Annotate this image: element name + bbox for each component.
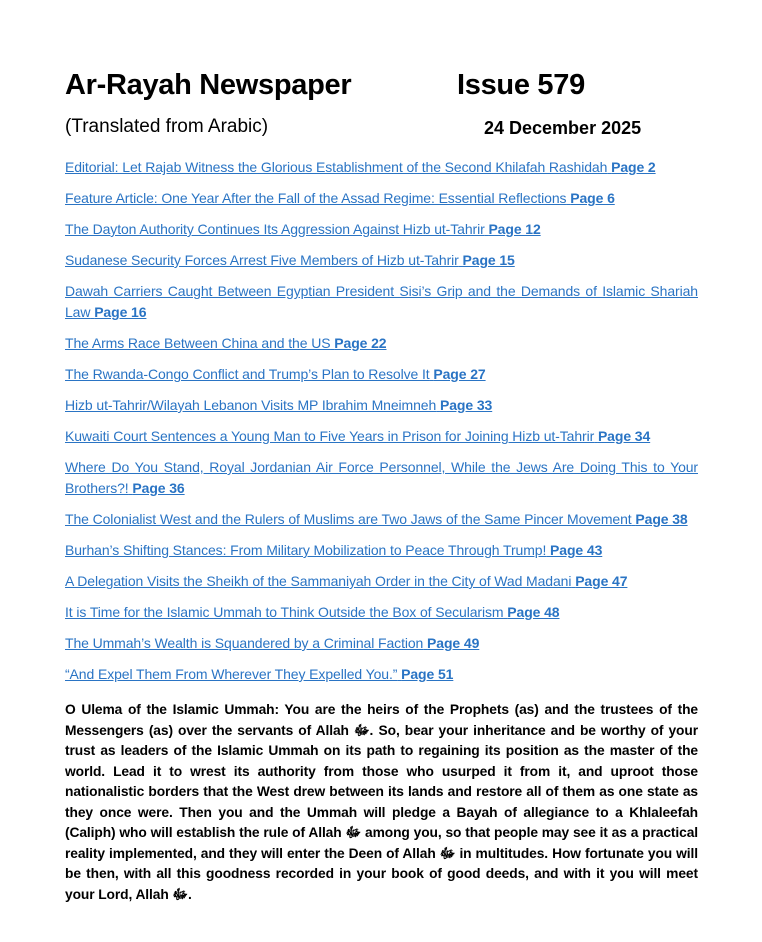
- toc-page-ref: Page 51: [401, 666, 454, 682]
- toc-page-ref: Page 34: [597, 428, 651, 444]
- toc-link[interactable]: [65, 511, 688, 527]
- translation-note: (Translated from Arabic): [65, 116, 269, 137]
- toc-entry: [65, 157, 698, 178]
- header: [65, 66, 698, 104]
- toc-page-ref: Page 6: [570, 190, 615, 206]
- toc-link[interactable]: [65, 542, 602, 558]
- toc-entry-title: Hizb ut-Tahrir/Wilayah Lebanon Visits MP Ibrahim Mneimneh: [65, 397, 437, 413]
- toc-link[interactable]: [65, 190, 615, 206]
- toc-page-ref: Page 15: [462, 252, 515, 268]
- toc-link[interactable]: [65, 366, 486, 382]
- toc-entry: [65, 602, 698, 623]
- toc-page-ref: Page 48: [507, 604, 560, 620]
- toc-entry: [65, 571, 698, 592]
- toc-link[interactable]: [65, 159, 656, 175]
- toc-link[interactable]: [65, 252, 515, 268]
- toc-link[interactable]: [65, 604, 560, 620]
- toc-page-ref: Page 27: [433, 366, 486, 382]
- toc-entry-title: It is Time for the Islamic Ummah to Think Outside the Box of Secularism: [65, 604, 504, 620]
- toc-entry-title: Feature Article: One Year After the Fall of the Assad Regime: Essential Reflections: [65, 190, 567, 206]
- toc-entry: [65, 188, 698, 209]
- toc-entry-title: The Rwanda-Congo Conflict and Trump’s Plan to Resolve It: [65, 366, 430, 382]
- toc-entry: [65, 664, 698, 685]
- toc-entry: [65, 281, 698, 323]
- toc-link[interactable]: [65, 635, 479, 651]
- toc-link[interactable]: [65, 221, 541, 237]
- toc-link[interactable]: [65, 428, 650, 444]
- toc-page-ref: Page 38: [635, 511, 688, 527]
- document-content: [65, 66, 698, 905]
- toc-page-ref: Page 36: [132, 480, 185, 496]
- toc-entry: [65, 633, 698, 654]
- toc-entry-title: Burhan’s Shifting Stances: From Military Mobilization to Peace Through Trump!: [65, 542, 547, 558]
- toc-link[interactable]: [65, 283, 698, 320]
- toc-page-ref: Page 33: [439, 397, 493, 413]
- table-of-contents: [65, 157, 698, 685]
- toc-link[interactable]: [65, 666, 453, 682]
- toc-entry: [65, 250, 698, 271]
- toc-link[interactable]: [65, 397, 492, 413]
- toc-page-ref: Page 22: [334, 335, 387, 351]
- toc-entry: [65, 333, 698, 354]
- toc-entry-title: The Arms Race Between China and the US: [65, 335, 331, 351]
- toc-entry: [65, 540, 698, 561]
- toc-entry: [65, 509, 698, 530]
- toc-entry: [65, 364, 698, 385]
- toc-page-ref: Page 49: [427, 635, 480, 651]
- toc-entry: [65, 219, 698, 240]
- toc-entry-title: Dawah Carriers Caught Between Egyptian President Sisi’s Grip and the Demands of Islamic Shariah Law: [65, 283, 698, 320]
- toc-entry-title: Where Do You Stand, Royal Jordanian Air Force Personnel, While the Jews Are Doing This to Your Brothers?!: [65, 459, 698, 496]
- toc-link[interactable]: [65, 459, 698, 496]
- toc-page-ref: Page 47: [575, 573, 628, 589]
- toc-page-ref: Page 12: [488, 221, 541, 237]
- toc-entry-title: “And Expel Them From Wherever They Expelled You.”: [65, 666, 398, 682]
- closing-paragraph: O Ulema of the Islamic Ummah: You are the heirs of the Prophets (as) and the trustees of the Messengers (as) over the servants of Allah ﷻ. So, bear your inheritance and be worthy of your trust as leaders of the Islamic Ummah on its path to regaining its position as the master of the world. Lead it to wrest its authority from those who usurped it from it, and uproot those nationalistic borders that the West drew between its lands and restore all of them as one state as they once were. Then you and the Ummah will pledge a Bayah of allegiance to a Khlaleefah (Caliph) who will establish the rule of Allah ﷻ among you, so that people may see it as a practical reality implemented, and they will enter the Deen of Allah ﷻ in multitudes. How fortunate you will be then, with all this goodness recorded in your book of good deeds, and with it you will meet your Lord, Allah ﷻ.: [65, 702, 699, 902]
- subheader: [65, 114, 698, 140]
- toc-entry: [65, 426, 698, 447]
- toc-entry-title: The Ummah’s Wealth is Squandered by a Criminal Faction: [65, 635, 424, 651]
- toc-entry: [65, 395, 698, 416]
- toc-entry: [65, 457, 698, 499]
- toc-link[interactable]: [65, 573, 627, 589]
- toc-entry-title: A Delegation Visits the Sheikh of the Sammaniyah Order in the City of Wad Madani: [65, 573, 572, 589]
- toc-entry-title: The Colonialist West and the Rulers of Muslims are Two Jaws of the Same Pincer Movement: [65, 511, 632, 527]
- toc-entry-title: The Dayton Authority Continues Its Aggression Against Hizb ut-Tahrir: [65, 221, 485, 237]
- toc-link[interactable]: [65, 335, 387, 351]
- toc-page-ref: Page 43: [550, 542, 603, 558]
- toc-entry-title: Sudanese Security Forces Arrest Five Members of Hizb ut-Tahrir: [65, 252, 459, 268]
- toc-page-ref: Page 2: [611, 159, 656, 175]
- toc-page-ref: Page 16: [94, 304, 147, 320]
- toc-entry-title: Kuwaiti Court Sentences a Young Man to Five Years in Prison for Joining Hizb ut-Tahrir: [65, 428, 595, 444]
- issue-date: 24 December 2025: [484, 118, 642, 138]
- issue-number: Issue 579: [457, 69, 585, 101]
- toc-entry-title: Editorial: Let Rajab Witness the Glorious Establishment of the Second Khilafah Rashidah: [65, 159, 608, 175]
- page-title: Ar-Rayah Newspaper: [65, 69, 352, 101]
